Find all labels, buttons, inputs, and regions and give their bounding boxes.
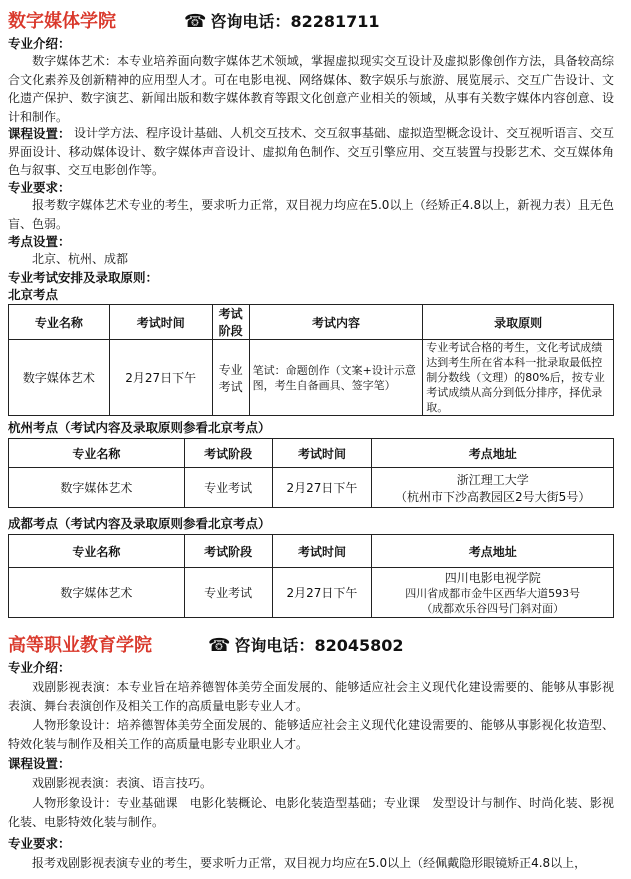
cell-time: 2月27日下午 [272,468,372,508]
courses-text: 设计学方法、程序设计基础、人机交互技术、交互叙事基础、虚拟造型概念设计、交互视听语言、交互界面设计、移动媒体设计、数字媒体声音设计、虚拟角色制作、交互引擎应用、交互装置与投影艺术、交互媒体角色与叙事、交互电影创作等。 [8,126,615,177]
courses-text: 戏剧影视表演：表演、语言技巧。 [32,776,213,790]
cell-time: 2月27日下午 [272,568,372,618]
table-row [9,468,614,508]
address-line: 四川省成都市金牛区西华大道593号 [405,587,581,600]
phone-label: 咨询电话： [210,12,291,31]
cell-time: 2月27日下午 [109,340,212,416]
col-stage: 考试阶段 [184,535,272,568]
cell-stage: 专业考试 [212,340,249,416]
table-header-row [9,305,614,340]
table-row [9,568,614,618]
telephone-icon: ☎ [184,11,207,32]
intro-text: 人物形象设计：培养德智体美劳全面发展的、能够适应社会主义现代化建设需要的、能够从事影视化妆造型、特效化装与制作及相关工作的高质量电影专业职业人才。 [8,718,614,751]
col-address: 考点地址 [372,439,614,468]
arrangement-label: 专业考试安排及录取原则： [8,270,159,285]
college-header [8,634,623,660]
col-stage: 考试阶段 [184,439,272,468]
cell-major: 数字媒体艺术 [9,468,185,508]
address-line: 四川电影电视学院 [444,571,541,585]
chengdu-table [8,534,614,618]
college-header [8,10,623,36]
requirements-label: 专业要求： [8,180,71,195]
courses-label: 课程设置： [8,126,71,141]
col-content: 考试内容 [249,305,423,340]
cell-major: 数字媒体艺术 [9,568,185,618]
col-stage: 考试阶段 [212,305,249,340]
col-major: 专业名称 [9,305,110,340]
col-major: 专业名称 [9,535,185,568]
table-row [9,340,614,416]
courses-text: 人物形象设计：专业基础课 电影化装概论、电影化装造型基础；专业课 发型设计与制作、时尚化装、影视化装、电影特效化装与制作。 [8,796,614,829]
beijing-label: 北京考点 [8,287,59,302]
cell-principle: 专业考试合格的考生，文化考试成绩达到考生所在省本科一批录取最低控制分数线（文理）的80%后，按专业考试成绩从高分到低分排序，择优录取。 [423,340,614,416]
address-line: （杭州市下沙高教园区2号大街5号） [395,489,591,504]
consult-phone [184,10,380,34]
cell-stage: 专业考试 [184,568,272,618]
sites-text: 北京、杭州、成都 [32,252,129,266]
table-header-row [9,439,614,468]
intro-text: 戏剧影视表演：本专业旨在培养德智体美劳全面发展的、能够适应社会主义现代化建设需要的、能够从事影视表演、舞台表演创作及相关工作的高质量电影专业人才。 [8,680,614,713]
requirements-label: 专业要求： [8,836,71,851]
col-time: 考试时间 [109,305,212,340]
table-header-row [9,535,614,568]
address-line: （成都欢乐谷四号门斜对面） [421,602,565,615]
beijing-table [8,304,614,416]
phone-label: 咨询电话： [234,636,315,655]
intro-label: 专业介绍： [8,660,71,675]
chengdu-label: 成都考点（考试内容及录取原则参看北京考点） [8,516,271,531]
col-address: 考点地址 [372,535,614,568]
cell-address [372,468,614,508]
requirements-text: 报考戏剧影视表演专业的考生，要求听力正常，双目视力均应在5.0以上（经佩戴隐形眼镜矫正4.8以上， [32,856,587,870]
col-time: 考试时间 [272,439,372,468]
requirements-text: 报考数字媒体艺术专业的考生，要求听力正常，双目视力均应在5.0以上（经矫正4.8以上，新视力表）且无色盲、色弱。 [8,198,614,231]
telephone-icon: ☎ [208,635,231,656]
intro-text: 数字媒体艺术：本专业培养面向数字媒体艺术领域，掌握虚拟现实交互设计及虚拟影像创作方法，具备较高综合文化素养及创新精神的应用型人才。可在电影电视、网络媒体、数字娱乐与旅游、展览展示、交互广告设计、文化遗产保护、数字演艺、新闻出版和数字媒体教育等跟文化创意产业相关的领域，从事有关数字媒体内容创意、设计和制作。 [8,54,614,124]
consult-phone [208,634,404,658]
courses-label: 课程设置： [8,756,71,771]
col-principle: 录取原则 [423,305,614,340]
sites-label: 考点设置： [8,234,71,249]
phone-number: 82045802 [314,636,404,655]
address-line: 浙江理工大学 [456,472,529,487]
cell-address [372,568,614,618]
hangzhou-label: 杭州考点（考试内容及录取原则参看北京考点） [8,420,271,435]
intro-label: 专业介绍： [8,36,71,51]
college-name: 高等职业教育学院 [8,635,152,656]
col-time: 考试时间 [272,535,372,568]
col-major: 专业名称 [9,439,185,468]
college-name: 数字媒体学院 [8,11,116,32]
hangzhou-table [8,438,614,508]
cell-stage: 专业考试 [184,468,272,508]
phone-number: 82281711 [290,12,380,31]
cell-content: 笔试：命题创作（文案+设计示意图，考生自备画具、签字笔） [249,340,423,416]
cell-major: 数字媒体艺术 [9,340,110,416]
